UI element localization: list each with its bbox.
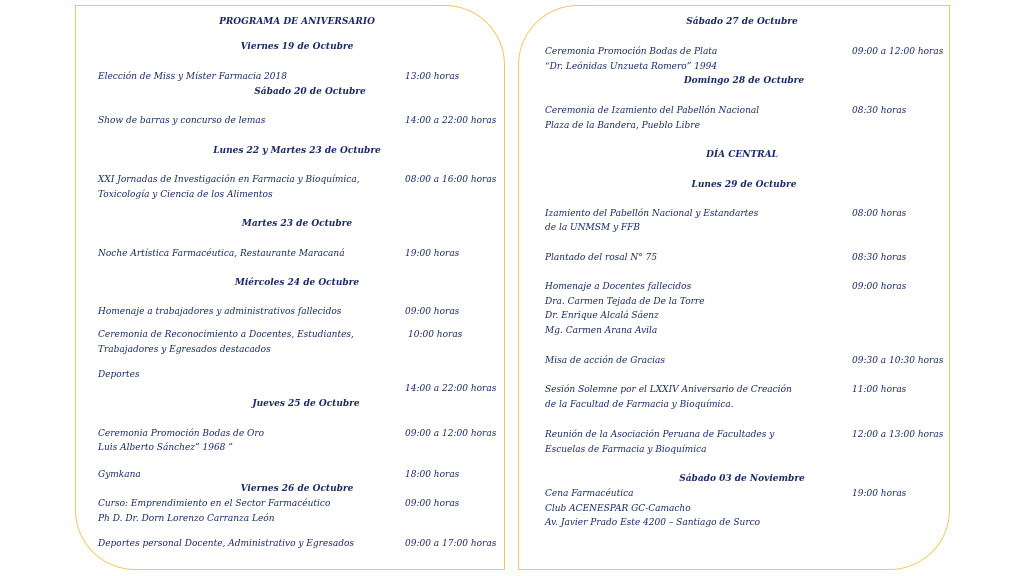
day-heading: Sábado 27 de Octubre [686, 17, 798, 27]
event-time: 19:00 horas [405, 249, 460, 259]
program-title: PROGRAMA DE ANIVERSARIO [219, 17, 375, 27]
day-heading: Martes 23 de Octubre [241, 219, 353, 229]
event-text: Curso: Emprendimiento en el Sector Farmacéutico [98, 499, 331, 509]
event-time: 14:00 a 22:00 horas [405, 116, 497, 126]
event-text: Ceremonia de Reconocimiento a Docentes, Estudiantes, [98, 330, 354, 340]
event-time: 08:30 horas [852, 253, 907, 263]
event-time: 19:00 horas [852, 489, 907, 499]
event-time: 18:00 horas [405, 470, 460, 480]
event-text: Dra. Carmen Tejada de De la Torre [545, 297, 705, 307]
event-time: 10:00 horas [408, 330, 463, 340]
event-text: Ceremonia Promoción Bodas de Oro [98, 429, 265, 439]
day-heading: Sábado 20 de Octubre [254, 87, 366, 97]
event-text: Misa de acción de Gracias [545, 356, 665, 366]
event-time: 09:00 a 12:00 horas [405, 429, 497, 439]
event-time: 08:30 horas [852, 106, 907, 116]
event-text: XXI Jornadas de Investigación en Farmacia y Bioquímica, [98, 175, 360, 185]
event-time: 14:00 a 22:00 horas [405, 384, 497, 394]
event-text: Ceremonia de Izamiento del Pabellón Nacional [545, 106, 760, 116]
day-heading: Lunes 22 y Martes 23 de Octubre [213, 146, 381, 156]
event-time: 08:00 horas [852, 209, 907, 219]
event-text: Plaza de la Bandera, Pueblo Libre [545, 121, 700, 131]
central-day-heading: DÍA CENTRAL [706, 150, 778, 160]
event-text: Luis Alberto Sánchez” 1968 ” [98, 443, 233, 453]
day-heading: Sábado 03 de Noviembre [679, 474, 805, 484]
event-text: Trabajadores y Egresados destacados [98, 345, 271, 355]
event-text: Gymkana [98, 470, 141, 480]
event-time: 12:00 a 13:00 horas [852, 430, 944, 440]
event-time: 09:00 horas [405, 307, 460, 317]
event-time: 09:00 a 17:00 horas [405, 539, 497, 549]
event-time: 09:00 horas [852, 282, 907, 292]
event-text: Izamiento del Pabellón Nacional y Estandartes [545, 209, 759, 219]
event-time: 09:30 a 10:30 horas [852, 356, 944, 366]
event-text: de la Facultad de Farmacia y Bioquímica. [545, 400, 734, 410]
event-text: Ph D. Dr. Dorn Lorenzo Carranza León [98, 514, 275, 524]
event-text: “Dr. Leónidas Unzueta Romero” 1994 [545, 62, 718, 72]
day-heading: Miércoles 24 de Octubre [234, 278, 360, 288]
day-heading: Lunes 29 de Octubre [691, 180, 797, 190]
day-heading: Jueves 25 de Octubre [252, 399, 360, 409]
event-text: Escuelas de Farmacia y Bioquímica [545, 445, 707, 455]
event-text: Elección de Miss y Míster Farmacia 2018 [98, 72, 287, 82]
event-time: 11:00 horas [852, 385, 907, 395]
event-text: Show de barras y concurso de lemas [98, 116, 266, 126]
event-text: Reunión de la Asociación Peruana de Facultades y [545, 430, 775, 440]
event-text: Noche Artística Farmacéutica, Restaurante Maracaná [98, 249, 345, 259]
event-text: de la UNMSM y FFB [545, 223, 641, 233]
event-text: Club ACENESPAR GC-Camacho [545, 504, 691, 514]
event-text: Homenaje a trabajadores y administrativos fallecidos [98, 307, 342, 317]
event-time: 09:00 horas [405, 499, 460, 509]
event-text: Ceremonia Promoción Bodas de Plata [545, 47, 718, 57]
event-text: Mg. Carmen Arana Avila [545, 326, 658, 336]
event-text: Av. Javier Prado Este 4200 – Santiago de Surco [545, 518, 761, 528]
event-text: Toxicología y Ciencia de los Alimentos [98, 190, 273, 200]
event-text: Deportes personal Docente, Administrativo y Egresados [98, 539, 355, 549]
event-time: 08:00 a 16:00 horas [405, 175, 497, 185]
event-time: 09:00 a 12:00 horas [852, 47, 944, 57]
event-text: Plantado del rosal N° 75 [545, 253, 658, 263]
event-text: Deportes [98, 370, 140, 380]
day-heading: Viernes 26 de Octubre [240, 484, 354, 494]
event-time: 13:00 horas [405, 72, 460, 82]
event-text: Cena Farmacéutica [545, 489, 634, 499]
day-heading: Viernes 19 de Octubre [240, 42, 354, 52]
day-heading: Domingo 28 de Octubre [683, 76, 805, 86]
event-text: Sesión Solemne por el LXXIV Aniversario de Creación [545, 385, 792, 395]
event-text: Homenaje a Docentes fallecidos [545, 282, 692, 292]
event-text: Dr. Enrique Alcalá Sáenz [545, 311, 659, 321]
